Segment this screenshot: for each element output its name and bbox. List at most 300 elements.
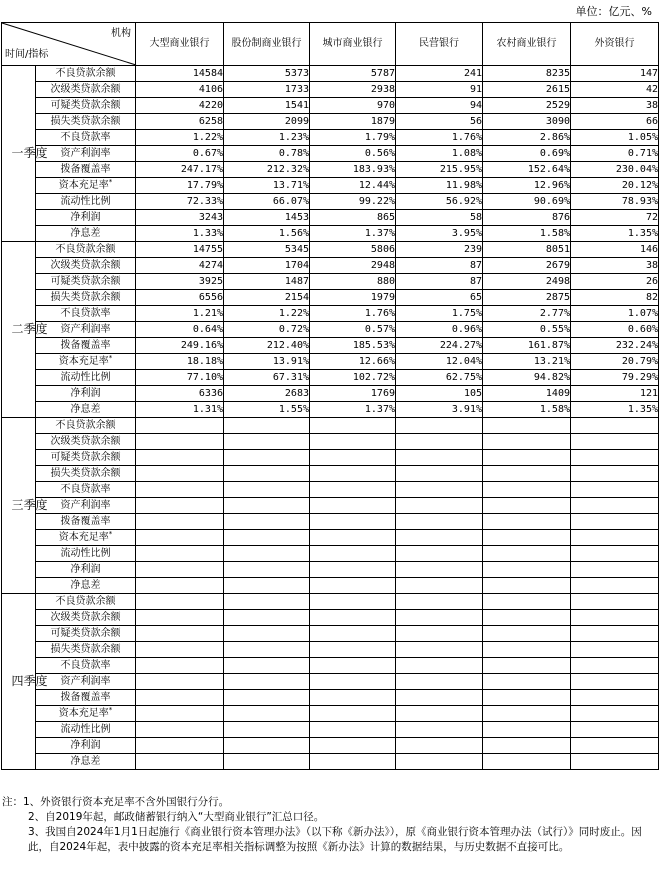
- data-cell: [310, 498, 396, 514]
- data-cell: 0.64%: [136, 322, 224, 338]
- data-cell: [571, 530, 659, 546]
- data-cell: [224, 722, 310, 738]
- indicator-label: [36, 130, 136, 146]
- data-cell: 26: [571, 274, 659, 290]
- indicator-label: [36, 242, 136, 258]
- footnotes: [2, 795, 656, 855]
- indicator-label-text: 不良贷款率: [60, 660, 111, 671]
- indicator-label-text: 资本充足率: [58, 180, 109, 191]
- data-cell: 5787: [310, 66, 396, 82]
- data-cell: 12.96%: [483, 178, 571, 194]
- table-row: [2, 82, 659, 98]
- data-cell: 1.56%: [224, 226, 310, 242]
- data-cell: [136, 418, 224, 434]
- table-row: [2, 722, 659, 738]
- table-row: [2, 610, 659, 626]
- data-cell: 77.10%: [136, 370, 224, 386]
- header-row: [2, 23, 659, 66]
- data-cell: 78.93%: [571, 194, 659, 210]
- data-cell: [396, 722, 483, 738]
- table-row: [2, 402, 659, 418]
- table-row: [2, 642, 659, 658]
- table-row: [2, 146, 659, 162]
- data-cell: [224, 754, 310, 770]
- indicator-label: [36, 658, 136, 674]
- indicator-label-text: 流动性比例: [60, 196, 111, 207]
- indicator-label-text: 拨备覆盖率: [60, 164, 111, 175]
- indicator-label-text: 资产利润率: [60, 676, 111, 687]
- data-cell: 1879: [310, 114, 396, 130]
- table-row: [2, 242, 659, 258]
- data-cell: [483, 466, 571, 482]
- footnote-1: 注：1、外资银行资本充足率不含外国银行分行。: [2, 796, 230, 808]
- data-cell: [310, 738, 396, 754]
- data-cell: 20.12%: [571, 178, 659, 194]
- quarter-label-text: 二季度: [11, 322, 48, 336]
- indicator-label-text: 次级类贷款余额: [50, 436, 121, 447]
- data-cell: 4220: [136, 98, 224, 114]
- quarter-label-text: 一季度: [11, 146, 48, 160]
- data-cell: 865: [310, 210, 396, 226]
- data-cell: 1.22%: [224, 306, 310, 322]
- data-cell: 3090: [483, 114, 571, 130]
- data-cell: [136, 722, 224, 738]
- data-cell: 247.17%: [136, 162, 224, 178]
- data-cell: [310, 674, 396, 690]
- data-cell: 2.77%: [483, 306, 571, 322]
- table-row: [2, 658, 659, 674]
- data-cell: [136, 562, 224, 578]
- table-row: [2, 178, 659, 194]
- data-cell: 1.31%: [136, 402, 224, 418]
- table-row: [2, 306, 659, 322]
- data-cell: 0.69%: [483, 146, 571, 162]
- data-cell: [396, 418, 483, 434]
- data-cell: 1541: [224, 98, 310, 114]
- data-cell: 1.76%: [310, 306, 396, 322]
- data-cell: [483, 674, 571, 690]
- data-cell: [310, 610, 396, 626]
- data-cell: [571, 626, 659, 642]
- data-cell: 90.69%: [483, 194, 571, 210]
- data-cell: [136, 434, 224, 450]
- indicator-label-text: 可疑类贷款余额: [50, 628, 121, 639]
- table-row: [2, 354, 659, 370]
- indicator-label: [36, 98, 136, 114]
- data-cell: [224, 706, 310, 722]
- indicator-label: [36, 514, 136, 530]
- data-cell: [224, 578, 310, 594]
- column-header: 外资银行: [571, 23, 659, 66]
- data-cell: 17.79%: [136, 178, 224, 194]
- table-row: [2, 578, 659, 594]
- data-cell: [483, 754, 571, 770]
- data-cell: [310, 706, 396, 722]
- table-row: [2, 674, 659, 690]
- corner-top-label: 机构: [111, 28, 131, 39]
- indicator-label-text: 资本充足率: [58, 356, 109, 367]
- data-cell: [571, 722, 659, 738]
- data-cell: [136, 514, 224, 530]
- data-cell: [224, 482, 310, 498]
- data-cell: 1.58%: [483, 402, 571, 418]
- data-cell: 65: [396, 290, 483, 306]
- data-cell: 146: [571, 242, 659, 258]
- data-cell: [136, 626, 224, 642]
- data-cell: 880: [310, 274, 396, 290]
- data-cell: 224.27%: [396, 338, 483, 354]
- indicator-label: [36, 626, 136, 642]
- indicator-label-text: 净利润: [70, 564, 101, 575]
- data-cell: [310, 626, 396, 642]
- indicator-label: [36, 274, 136, 290]
- indicator-label: [36, 146, 136, 162]
- data-cell: 0.55%: [483, 322, 571, 338]
- data-cell: [396, 690, 483, 706]
- indicator-label-text: 净利润: [70, 740, 101, 751]
- data-cell: 87: [396, 258, 483, 274]
- indicator-label-text: 次级类贷款余额: [50, 612, 121, 623]
- data-cell: 1.76%: [396, 130, 483, 146]
- table-row: [2, 66, 659, 82]
- data-cell: 66: [571, 114, 659, 130]
- data-cell: [396, 578, 483, 594]
- quarter-label-text: 四季度: [11, 674, 48, 688]
- data-cell: [136, 482, 224, 498]
- data-cell: [483, 690, 571, 706]
- data-cell: [310, 546, 396, 562]
- table-row: [2, 130, 659, 146]
- indicator-label-text: 可疑类贷款余额: [50, 276, 121, 287]
- indicator-label: [36, 450, 136, 466]
- table-row: [2, 482, 659, 498]
- data-cell: [571, 594, 659, 610]
- data-cell: 1409: [483, 386, 571, 402]
- data-cell: [483, 610, 571, 626]
- data-cell: [396, 530, 483, 546]
- data-cell: 249.16%: [136, 338, 224, 354]
- data-cell: [396, 466, 483, 482]
- data-cell: 230.04%: [571, 162, 659, 178]
- data-cell: [483, 658, 571, 674]
- data-cell: [224, 610, 310, 626]
- column-header: 城市商业银行: [310, 23, 396, 66]
- table-row: [2, 290, 659, 306]
- data-cell: 6556: [136, 290, 224, 306]
- data-cell: 82: [571, 290, 659, 306]
- data-cell: 241: [396, 66, 483, 82]
- indicator-label: [36, 338, 136, 354]
- data-cell: [310, 594, 396, 610]
- data-cell: [310, 578, 396, 594]
- data-cell: 67.31%: [224, 370, 310, 386]
- table-row: [2, 466, 659, 482]
- data-cell: [224, 690, 310, 706]
- data-cell: 0.96%: [396, 322, 483, 338]
- table-row: [2, 114, 659, 130]
- indicator-footnote-mark: *: [108, 354, 113, 362]
- indicator-label: [36, 82, 136, 98]
- data-cell: [396, 642, 483, 658]
- data-cell: [571, 562, 659, 578]
- data-cell: 1.08%: [396, 146, 483, 162]
- data-cell: 1704: [224, 258, 310, 274]
- data-cell: 0.60%: [571, 322, 659, 338]
- data-cell: 99.22%: [310, 194, 396, 210]
- data-cell: 42: [571, 82, 659, 98]
- table-row: [2, 258, 659, 274]
- data-cell: [310, 722, 396, 738]
- data-cell: 212.32%: [224, 162, 310, 178]
- data-cell: 1.79%: [310, 130, 396, 146]
- data-cell: [136, 594, 224, 610]
- data-cell: 12.66%: [310, 354, 396, 370]
- indicator-label: [36, 706, 136, 722]
- data-cell: 2875: [483, 290, 571, 306]
- indicator-label: [36, 546, 136, 562]
- data-cell: 2938: [310, 82, 396, 98]
- indicator-label: [36, 674, 136, 690]
- table-row: [2, 418, 659, 434]
- data-cell: 94.82%: [483, 370, 571, 386]
- data-cell: [310, 530, 396, 546]
- data-cell: [396, 610, 483, 626]
- data-cell: 1.23%: [224, 130, 310, 146]
- data-cell: [483, 514, 571, 530]
- data-cell: 2529: [483, 98, 571, 114]
- indicator-label: [36, 178, 136, 194]
- data-cell: 5806: [310, 242, 396, 258]
- indicator-footnote-mark: *: [108, 706, 113, 714]
- data-cell: [396, 754, 483, 770]
- indicator-label-text: 资产利润率: [60, 500, 111, 511]
- data-cell: 66.07%: [224, 194, 310, 210]
- data-cell: 232.24%: [571, 338, 659, 354]
- data-cell: [136, 642, 224, 658]
- data-cell: 79.29%: [571, 370, 659, 386]
- data-cell: [136, 546, 224, 562]
- indicator-label-text: 不良贷款率: [60, 132, 111, 143]
- data-cell: [136, 450, 224, 466]
- data-cell: 38: [571, 258, 659, 274]
- data-cell: [224, 642, 310, 658]
- indicator-label: [36, 434, 136, 450]
- data-cell: [483, 738, 571, 754]
- data-cell: [396, 706, 483, 722]
- data-cell: [571, 498, 659, 514]
- data-cell: 3925: [136, 274, 224, 290]
- data-cell: [224, 530, 310, 546]
- data-cell: [396, 658, 483, 674]
- indicator-label-text: 拨备覆盖率: [60, 516, 111, 527]
- data-cell: [571, 610, 659, 626]
- table-row: [2, 562, 659, 578]
- table-row: [2, 194, 659, 210]
- data-cell: 2154: [224, 290, 310, 306]
- table-row: [2, 370, 659, 386]
- indicator-label-text: 净利润: [70, 212, 101, 223]
- indicator-footnote-mark: *: [108, 178, 113, 186]
- indicator-footnote-mark: *: [108, 530, 113, 538]
- data-cell: 0.78%: [224, 146, 310, 162]
- bank-indicator-table: [1, 22, 659, 770]
- data-cell: 5373: [224, 66, 310, 82]
- data-cell: 72.33%: [136, 194, 224, 210]
- quarter-label-text: 三季度: [11, 498, 48, 512]
- data-cell: 152.64%: [483, 162, 571, 178]
- indicator-label-text: 可疑类贷款余额: [50, 100, 121, 111]
- data-cell: [224, 546, 310, 562]
- indicator-label-text: 损失类贷款余额: [50, 644, 121, 655]
- indicator-label: [36, 738, 136, 754]
- data-cell: [310, 434, 396, 450]
- data-cell: [310, 418, 396, 434]
- corner-bottom-label: 时间/指标: [5, 49, 49, 60]
- table-row: [2, 274, 659, 290]
- table-row: [2, 754, 659, 770]
- data-cell: 62.75%: [396, 370, 483, 386]
- data-cell: [483, 498, 571, 514]
- data-cell: [136, 754, 224, 770]
- quarter-label: [2, 242, 48, 418]
- data-cell: 185.53%: [310, 338, 396, 354]
- data-cell: 1.07%: [571, 306, 659, 322]
- data-cell: [224, 562, 310, 578]
- indicator-label: [36, 578, 136, 594]
- data-cell: [571, 674, 659, 690]
- unit-label: 单位：亿元、%: [575, 5, 652, 18]
- table-row: [2, 98, 659, 114]
- data-cell: 239: [396, 242, 483, 258]
- data-cell: [396, 546, 483, 562]
- indicator-label-text: 不良贷款余额: [55, 420, 116, 431]
- data-cell: [310, 690, 396, 706]
- data-cell: 6258: [136, 114, 224, 130]
- data-cell: 6336: [136, 386, 224, 402]
- data-cell: [224, 434, 310, 450]
- column-header: 大型商业银行: [136, 23, 224, 66]
- data-cell: [136, 530, 224, 546]
- indicator-label-text: 拨备覆盖率: [60, 692, 111, 703]
- data-cell: 12.44%: [310, 178, 396, 194]
- data-cell: 58: [396, 210, 483, 226]
- data-cell: 1.05%: [571, 130, 659, 146]
- data-cell: [224, 450, 310, 466]
- data-cell: [224, 418, 310, 434]
- data-cell: [136, 690, 224, 706]
- table-row: [2, 546, 659, 562]
- indicator-label-text: 不良贷款余额: [55, 244, 116, 255]
- indicator-label-text: 资本充足率: [58, 708, 109, 719]
- indicator-label-text: 损失类贷款余额: [50, 468, 121, 479]
- indicator-label: [36, 690, 136, 706]
- data-cell: [136, 674, 224, 690]
- table-row: [2, 450, 659, 466]
- data-cell: 2679: [483, 258, 571, 274]
- data-cell: 91: [396, 82, 483, 98]
- data-cell: 0.67%: [136, 146, 224, 162]
- data-cell: [224, 674, 310, 690]
- data-cell: 12.04%: [396, 354, 483, 370]
- indicator-label: [36, 642, 136, 658]
- data-cell: [571, 482, 659, 498]
- table-row: [2, 706, 659, 722]
- data-cell: [310, 658, 396, 674]
- data-cell: 0.57%: [310, 322, 396, 338]
- data-cell: [136, 466, 224, 482]
- indicator-label-text: 资本充足率: [58, 532, 109, 543]
- data-cell: [571, 658, 659, 674]
- data-cell: 0.56%: [310, 146, 396, 162]
- table-row: [2, 498, 659, 514]
- data-cell: 970: [310, 98, 396, 114]
- indicator-label-text: 不良贷款余额: [55, 596, 116, 607]
- data-cell: 56: [396, 114, 483, 130]
- data-cell: [310, 514, 396, 530]
- data-cell: [571, 546, 659, 562]
- data-cell: 2099: [224, 114, 310, 130]
- data-cell: [571, 418, 659, 434]
- data-cell: 147: [571, 66, 659, 82]
- data-cell: 8051: [483, 242, 571, 258]
- indicator-label-text: 净息差: [70, 404, 101, 415]
- data-cell: 14755: [136, 242, 224, 258]
- data-cell: 13.71%: [224, 178, 310, 194]
- data-cell: 1.35%: [571, 226, 659, 242]
- data-cell: 212.40%: [224, 338, 310, 354]
- data-cell: [483, 434, 571, 450]
- data-cell: [483, 642, 571, 658]
- data-cell: [136, 610, 224, 626]
- table-row: [2, 434, 659, 450]
- data-cell: [483, 562, 571, 578]
- data-cell: [396, 482, 483, 498]
- data-cell: [571, 466, 659, 482]
- data-cell: 1.55%: [224, 402, 310, 418]
- data-cell: 183.93%: [310, 162, 396, 178]
- indicator-label: [36, 226, 136, 242]
- column-header: 民营银行: [396, 23, 483, 66]
- indicator-label: [36, 258, 136, 274]
- indicator-label: [36, 210, 136, 226]
- data-cell: [571, 514, 659, 530]
- footnote-3: 3、我国自2024年1月1日起施行《商业银行资本管理办法》（以下称《新办法》），原《商业银行资本管理办法（试行）》同时废止。因此，自2024年起，表中披露的资本充足率相关指标调整为按照《新办法》计算的数据结果，与历史数据不直接可比。: [28, 826, 642, 853]
- data-cell: [396, 514, 483, 530]
- indicator-label-text: 净息差: [70, 756, 101, 767]
- data-cell: 102.72%: [310, 370, 396, 386]
- indicator-label: [36, 402, 136, 418]
- indicator-label-text: 次级类贷款余额: [50, 84, 121, 95]
- data-cell: [483, 594, 571, 610]
- data-cell: 1979: [310, 290, 396, 306]
- indicator-label-text: 净利润: [70, 388, 101, 399]
- indicator-label: [36, 306, 136, 322]
- data-cell: 1.35%: [571, 402, 659, 418]
- data-cell: [224, 514, 310, 530]
- indicator-label: [36, 530, 136, 546]
- data-cell: 11.98%: [396, 178, 483, 194]
- data-cell: 1.58%: [483, 226, 571, 242]
- data-cell: [310, 642, 396, 658]
- indicator-label-text: 次级类贷款余额: [50, 260, 121, 271]
- data-cell: [136, 498, 224, 514]
- indicator-label: [36, 754, 136, 770]
- data-cell: [483, 546, 571, 562]
- data-cell: 1.37%: [310, 226, 396, 242]
- data-cell: [571, 434, 659, 450]
- data-cell: [310, 466, 396, 482]
- data-cell: 2498: [483, 274, 571, 290]
